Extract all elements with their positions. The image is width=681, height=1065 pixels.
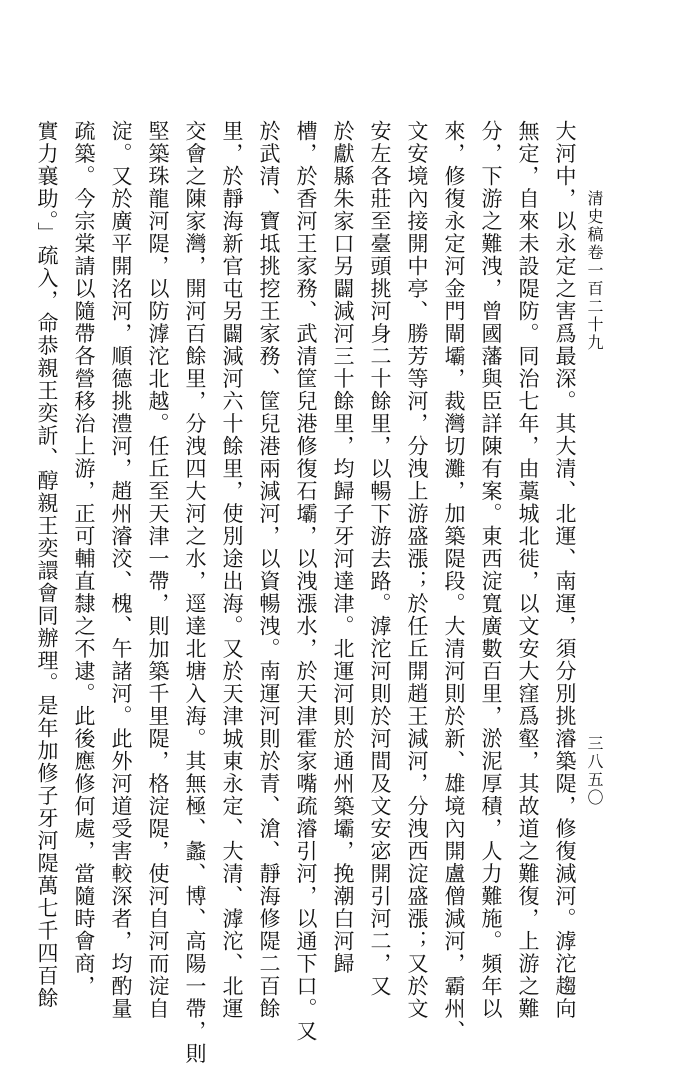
text-column: 於武清、寶坻挑挖王家務、筐兒港兩減河，以資暢洩。南運河則於青、滄、靜海修隄二百餘 [257, 120, 281, 1020]
text-column: 里，於靜海新官屯另闢減河六十餘里，使別途出海。又於天津城東永定、大清、滹沱、北運 [220, 120, 244, 1020]
text-column: 無定，自來未設隄防。同治七年，由藁城北徙，以文安大窪爲壑，其故道之難復，上游之難 [516, 120, 540, 1020]
text-column: 交會之陳家灣，開河百餘里，分洩四大河之水，逕達北塘入海。其無極、蠡、博、高陽一帶，則 [183, 120, 207, 1065]
text-column: 槽，於香河王家務、武清筐兒港修復石壩，以洩漲水，於天津霍家嘴疏濬引河，以通下口。又 [294, 120, 318, 1043]
text-column: 文安境內接開中亭、勝芳等河，分洩上游盛漲；於任丘開趙王減河，分洩西淀盛漲；又於文 [405, 120, 429, 1020]
text-column: 於獻縣朱家口另闢減河三十餘里，均歸子牙河達津。北運河則於通州築壩，挽潮白河歸 [331, 120, 355, 975]
text-column: 實力襄助。」疏入，命恭親王奕訢、醇親王奕譞會同辦理。是年加修子牙河隄萬七千四百餘 [35, 120, 59, 1010]
text-column: 淀。又於廣平開洺河，順德挑澧河，趙州濬洨、槐、午諸河。此外河道受害較深者，均酌量 [109, 120, 133, 1020]
page-number: 三八五〇 [585, 735, 604, 807]
body-text [35, 120, 583, 1065]
text-column: 疏築。今宗棠請以隨帶各營移治上游，正可輔直隸之不逮。此後應修何處，當隨時會商， [72, 120, 96, 998]
text-column: 分，下游之難洩，曾國藩與臣詳陳有案。東西淀寬廣數百里，淤泥厚積，人力難施。頻年以 [479, 120, 503, 1020]
text-column: 來，修復永定河金門閘壩，裁灣切灘，加築隄段。大清河則於新、雄境內開盧僧減河，霸州、 [442, 120, 466, 1043]
text-column: 安左各莊至臺頭挑河身二十餘里，以暢下游去路。滹沱河則於河間及文安宓開引河二，又 [368, 120, 392, 998]
running-header: 清史稿卷一百二十九 [585, 190, 604, 352]
text-column: 堅築珠龍河隄，以防滹沱北越。任丘至天津一帶，則加築千里隄，格淀隄，使河自河而淀自 [146, 120, 170, 1020]
text-column: 大河中，以永定之害爲最深。其大清、北運、南運，須分別挑濬築隄，修復減河。滹沱趨向 [553, 120, 577, 1020]
